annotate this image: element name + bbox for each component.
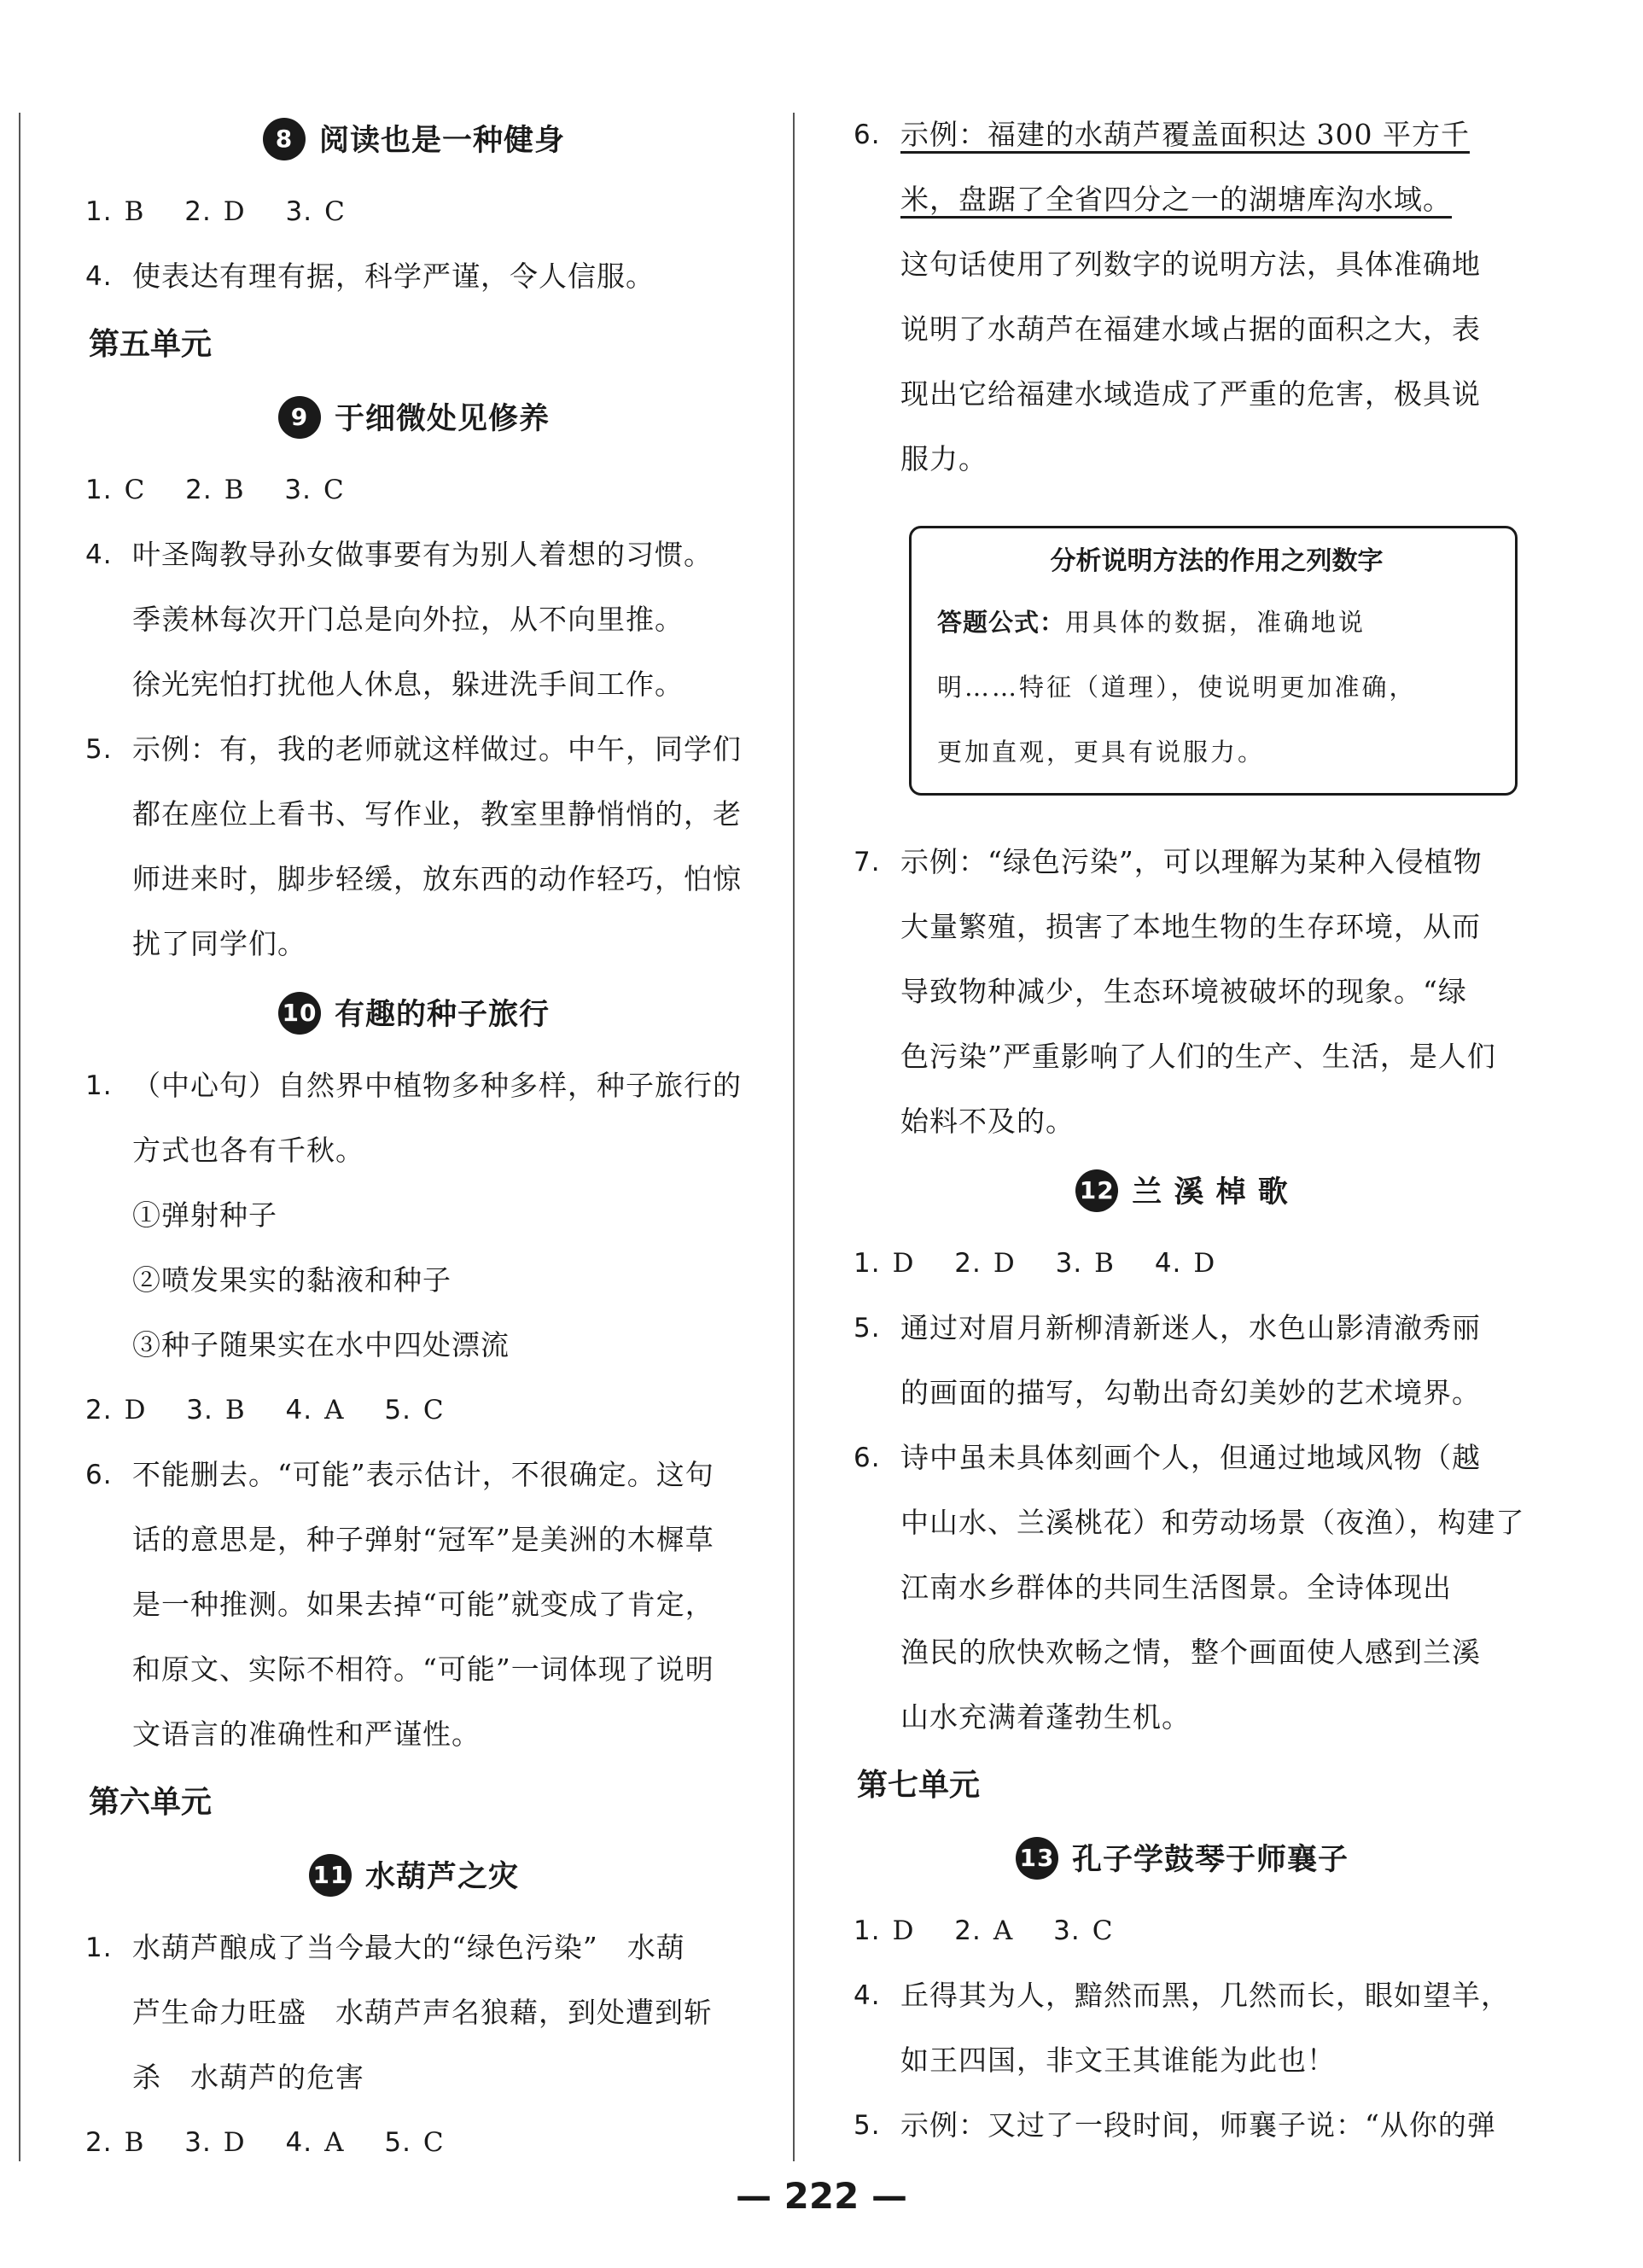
unit-heading-7: 第七单元	[857, 1768, 981, 1803]
section-title-13: 13 孔子学鼓琴于师襄子	[854, 1822, 1511, 1898]
answer-item: 6. 诗中虽未具体刻画个人，但通过地域风物（越 中山水、兰溪桃花）和劳动场景（夜渔），构建了 江南水乡群体的共同生活图景。全诗体现出 渔民的欣快欢畅之情，整个画面使人感到兰溪 山水充满着蓬勃生机。	[854, 1441, 1525, 1734]
mc-answers: 1. B 2. D 3. C	[85, 196, 346, 227]
unit-heading-5: 第五单元	[89, 327, 213, 362]
answer-item: 1. （中心句）自然界中植物多种多样，种子旅行的 方式也各有千秋。 ①弹射种子 ②喷发果实的黏液和种子 ③种子随果实在水中四处漂流	[85, 1069, 742, 1361]
mc-answers: 2. B 3. D 4. A 5. C	[85, 2127, 445, 2158]
underlined-quote: 米，盘踞了全省四分之一的湖塘库沟水域。	[900, 183, 1452, 216]
lesson-number-badge: 8	[263, 118, 306, 160]
mc-answers: 1. C 2. B 3. C	[85, 475, 345, 505]
answer-item: 4. 使表达有理有据，科学严谨，令人信服。	[85, 259, 655, 293]
answer-item: 4. 叶圣陶教导孙女做事要有为别人着想的习惯。 季羡林每次开门总是向外拉，从不向里推。 徐光宪怕打扰他人休息，躲进洗手间工作。	[85, 538, 713, 701]
lesson-number-badge: 12	[1075, 1169, 1118, 1212]
section-title-12: 12 兰 溪 棹 歌	[854, 1154, 1511, 1231]
lesson-number-badge: 11	[309, 1854, 352, 1897]
underlined-quote: 示例：福建的水葫芦覆盖面积达 300 平方千	[900, 118, 1470, 151]
tip-box-title: 分析说明方法的作用之列数字	[1050, 546, 1384, 576]
mc-answers: 2. D 3. B 4. A 5. C	[85, 1395, 445, 1426]
tip-box: 分析说明方法的作用之列数字 答题公式：用具体的数据，准确地说 明……特征（道理），使说明更加准确， 更加直观，更具有说服力。	[909, 526, 1518, 796]
right-column	[854, 102, 1525, 2158]
mc-answers: 1. D 2. A 3. C	[854, 1915, 1114, 1946]
left-margin-rule	[19, 113, 20, 2161]
answer-item: 1. 水葫芦酿成了当今最大的“绿色污染” 水葫 芦生命力旺盛 水葫芦声名狼藉，到处遭到斩 杀 水葫芦的危害	[85, 1931, 713, 2094]
lesson-number-badge: 13	[1016, 1837, 1058, 1880]
section-title-9: 9 于细微处见修养	[85, 381, 743, 458]
column-divider	[793, 113, 795, 2161]
section-title-10: 10 有趣的种子旅行	[85, 977, 743, 1053]
section-title-11: 11 水葫芦之灾	[85, 1839, 743, 1915]
answer-item: 6. 示例：福建的水葫芦覆盖面积达 300 平方千 米，盘踞了全省四分之一的湖塘库沟水域。 这句话使用了列数字的说明方法，具体准确地 说明了水葫芦在福建水域占据的面积之大，表 现出它给福建水域造成了严重的危害，极具说 服力。	[854, 118, 1481, 475]
lesson-number-badge: 10	[278, 992, 321, 1035]
answer-item: 4. 丘得其为人，黯然而黑，几然而长，眼如望羊， 如王四国，非文王其谁能为此也！	[854, 1979, 1510, 2077]
answer-item: 5. 示例：有，我的老师就这样做过。中午，同学们 都在座位上看书、写作业，教室里静悄悄的，老 师进来时，脚步轻缓，放东西的动作轻巧，怕惊 扰了同学们。	[85, 732, 742, 960]
section-title-8: 8 阅读也是一种健身	[85, 102, 743, 179]
tip-box-label: 答题公式：	[937, 608, 1066, 637]
answer-item: 5. 示例：又过了一段时间，师襄子说：“从你的弹	[854, 2108, 1496, 2142]
answer-item: 7. 示例：“绿色污染”，可以理解为某种入侵植物 大量繁殖，损害了本地生物的生存环境，从而 导致物种减少，生态环境被破坏的现象。“绿 色污染”严重影响了人们的生产、生活，是人们 始料不及的。	[854, 845, 1496, 1138]
page-number: — 222 —	[736, 2175, 907, 2217]
left-column	[85, 102, 743, 2175]
answer-item: 5. 通过对眉月新柳清新迷人，水色山影清澈秀丽 的画面的描写，勾勒出奇幻美妙的艺术境界。	[854, 1311, 1481, 1409]
lesson-number-badge: 9	[278, 396, 321, 439]
answer-item: 6. 不能删去。“可能”表示估计，不很确定。这句 话的意思是，种子弹射“冠军”是美洲的木樨草 是一种推测。如果去掉“可能”就变成了肯定， 和原文、实际不相符。“可能”一词体现了说明 文语言的准确性和严谨性。	[85, 1458, 714, 1751]
unit-heading-6: 第六单元	[89, 1785, 213, 1820]
mc-answers: 1. D 2. D 3. B 4. D	[854, 1248, 1216, 1279]
